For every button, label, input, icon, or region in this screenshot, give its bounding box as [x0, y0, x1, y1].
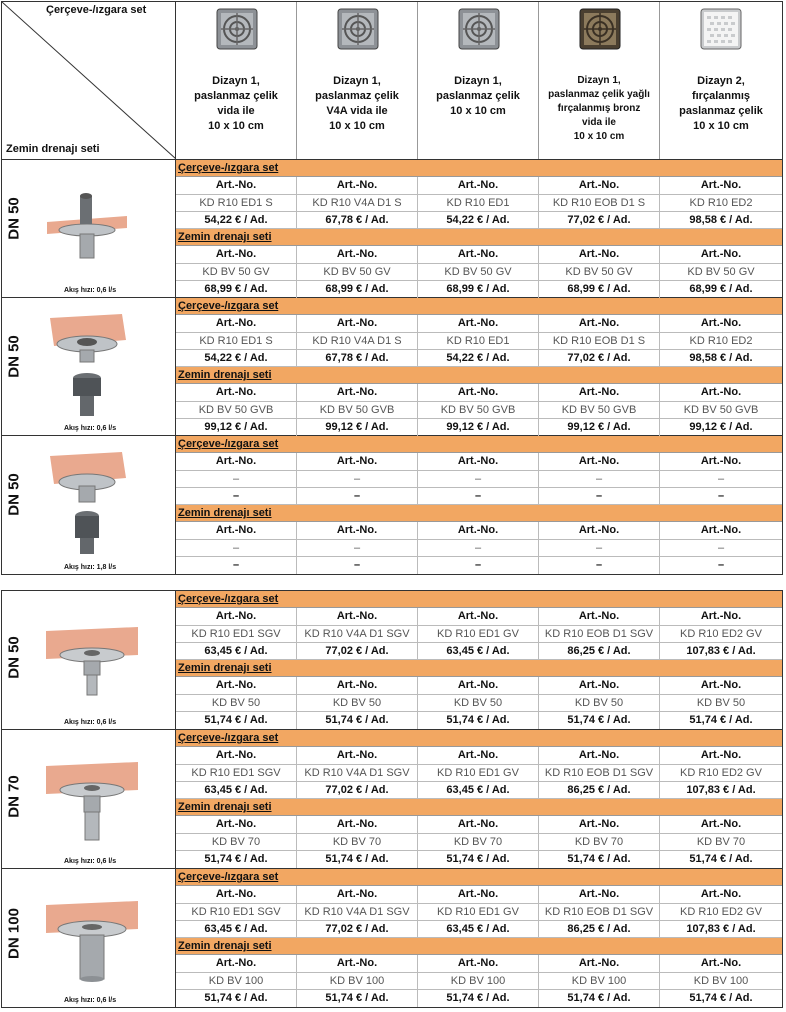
- drain-price-row: [176, 990, 782, 1007]
- price: 54,22 € / Ad.: [176, 350, 297, 366]
- artno-header-row: [176, 315, 782, 332]
- drain-band: Zemin drenajı seti: [176, 229, 782, 246]
- drain-code-row: [176, 264, 782, 281]
- artno-cell: Art.-No.: [297, 747, 418, 763]
- price: 51,74 € / Ad.: [176, 990, 297, 1007]
- price: 54,22 € / Ad.: [418, 350, 539, 366]
- steel-grate-icon: [458, 8, 500, 50]
- design-caption-5: Dizayn 2, fırçalanmış paslanmaz çelik 10 x 10 cm: [679, 75, 763, 132]
- article-code: –: [539, 471, 660, 487]
- price: 51,74 € / Ad.: [176, 712, 297, 729]
- artno-cell: Art.-No.: [297, 246, 418, 262]
- frame-code-row: [176, 333, 782, 350]
- price: 86,25 € / Ad.: [539, 782, 660, 798]
- artno-cell: Art.-No.: [418, 608, 539, 624]
- article-code: KD BV 50 GV: [687, 265, 755, 278]
- flow-rate-label: Akış hızı: 0,6 l/s: [64, 719, 117, 726]
- artno-cell: Art.-No.: [297, 177, 418, 193]
- price: 107,83 € / Ad.: [686, 783, 756, 796]
- artno-cell: Art.-No.: [176, 177, 297, 193]
- price: 51,74 € / Ad.: [689, 992, 753, 1005]
- section-left-cell: [2, 160, 176, 297]
- article-code: KD R10 ED1 SGV: [176, 626, 297, 642]
- artno-cell: Art.-No.: [176, 955, 297, 971]
- artno-cell: Art.-No.: [176, 522, 297, 538]
- artno-cell: Art.-No.: [418, 955, 539, 971]
- price-table-lower: [1, 590, 783, 1008]
- drain-product-image: [42, 190, 132, 270]
- article-code: KD BV 50: [176, 695, 297, 711]
- price: 99,12 € / Ad.: [418, 419, 539, 436]
- article-code: KD R10 ED2 GV: [680, 627, 762, 640]
- price: 77,02 € / Ad.: [539, 350, 660, 366]
- artno-cell: Art.-No.: [700, 248, 742, 261]
- price-table-upper: [1, 1, 783, 575]
- flow-rate-label: Akış hızı: 1,8 l/s: [64, 564, 117, 571]
- price: 51,74 € / Ad.: [539, 712, 660, 729]
- artno-cell: Art.-No.: [539, 315, 660, 331]
- artno-cell: Art.-No.: [418, 747, 539, 763]
- white-grate-icon: [700, 8, 742, 50]
- design-column-4: [539, 2, 660, 159]
- product-section-5: [2, 730, 782, 869]
- section-right: [176, 436, 782, 574]
- article-code: KD BV 100: [176, 973, 297, 989]
- article-code: KD BV 50 GVB: [683, 403, 759, 416]
- frame-band: Çerçeve-/ızgara set: [176, 160, 782, 177]
- product-section-6: [2, 869, 782, 1007]
- article-code: KD BV 50 GVB: [297, 402, 418, 418]
- article-code: KD BV 50 GVB: [418, 402, 539, 418]
- article-code: KD R10 ED2 GV: [680, 905, 762, 918]
- price: –: [539, 557, 660, 574]
- price: 51,74 € / Ad.: [689, 853, 753, 866]
- product-section-4: [2, 591, 782, 730]
- drain-band: Zemin drenajı seti: [176, 799, 782, 816]
- price: 63,45 € / Ad.: [418, 643, 539, 659]
- article-code: KD BV 50 GV: [176, 264, 297, 280]
- article-code: –: [418, 540, 539, 556]
- article-code: KD R10 ED1: [418, 333, 539, 349]
- price: 51,74 € / Ad.: [539, 851, 660, 868]
- artno-cell: Art.-No.: [539, 955, 660, 971]
- article-code: KD R10 EOB D1 SGV: [539, 904, 660, 920]
- article-code: KD BV 100: [693, 974, 749, 987]
- flow-rate-label: Akış hızı: 0,6 l/s: [64, 425, 117, 432]
- article-code: KD R10 V4A D1 S: [297, 333, 418, 349]
- artno-cell: Art.-No.: [539, 816, 660, 832]
- design-column-3: [418, 2, 539, 159]
- price: 99,12 € / Ad.: [297, 419, 418, 436]
- artno-cell: Art.-No.: [297, 955, 418, 971]
- drain-code-row: [176, 540, 782, 557]
- frame-code-row: [176, 904, 782, 921]
- section-right: [176, 160, 782, 297]
- artno-header-row: [176, 747, 782, 764]
- artno-header-row: [176, 955, 782, 972]
- section-left-cell: [2, 591, 176, 729]
- drain-band: Zemin drenajı seti: [176, 367, 782, 384]
- dn-size-label: DN 50: [5, 335, 23, 378]
- article-code: KD R10 V4A D1 SGV: [297, 626, 418, 642]
- artno-cell: Art.-No.: [418, 177, 539, 193]
- product-section-2: [2, 298, 782, 436]
- article-code: KD BV 70: [176, 834, 297, 850]
- article-code: KD R10 ED1: [418, 195, 539, 211]
- artno-header-row: [176, 522, 782, 539]
- frame-band: Çerçeve-/ızgara set: [176, 591, 782, 608]
- price: 63,45 € / Ad.: [418, 921, 539, 937]
- flow-rate-label: Akış hızı: 0,6 l/s: [64, 858, 117, 865]
- bronze-grate-icon: [579, 8, 621, 50]
- price: 51,74 € / Ad.: [297, 851, 418, 868]
- steel-grate-icon: [337, 8, 379, 50]
- artno-cell: Art.-No.: [297, 608, 418, 624]
- drain-code-row: [176, 695, 782, 712]
- frame-price-row: [176, 782, 782, 799]
- article-code: –: [297, 471, 418, 487]
- drain-price-row: [176, 557, 782, 574]
- design-caption-4: Dizayn 1, paslanmaz çelik yağlı fırçalanmış bronz vida ile 10 x 10 cm: [548, 75, 650, 142]
- article-code: KD R10 EOB D1 SGV: [539, 626, 660, 642]
- artno-cell: Art.-No.: [700, 679, 742, 692]
- frame-code-row: [176, 626, 782, 643]
- frame-price-row: [176, 643, 782, 660]
- artno-cell: Art.-No.: [297, 522, 418, 538]
- price: 51,74 € / Ad.: [297, 990, 418, 1007]
- price: 51,74 € / Ad.: [689, 714, 753, 727]
- price: 77,02 € / Ad.: [539, 212, 660, 228]
- price: 77,02 € / Ad.: [297, 643, 418, 659]
- price: 98,58 € / Ad.: [689, 213, 753, 226]
- artno-header-row: [176, 453, 782, 470]
- article-code: KD R10 V4A D1 SGV: [297, 765, 418, 781]
- artno-cell: Art.-No.: [297, 886, 418, 902]
- drain-product-image: [42, 450, 132, 560]
- artno-cell: Art.-No.: [176, 246, 297, 262]
- drain-code-row: [176, 402, 782, 419]
- frame-code-row: [176, 195, 782, 212]
- price: –: [176, 488, 297, 504]
- price: 68,99 € / Ad.: [418, 281, 539, 298]
- article-code: KD R10 ED1 SGV: [176, 765, 297, 781]
- artno-cell: Art.-No.: [176, 453, 297, 469]
- drain-price-row: [176, 419, 782, 436]
- drain-price-row: [176, 712, 782, 729]
- article-code: KD R10 ED1 S: [176, 333, 297, 349]
- article-code: KD BV 70: [696, 835, 746, 848]
- artno-cell: Art.-No.: [418, 384, 539, 400]
- artno-cell: Art.-No.: [700, 386, 742, 399]
- artno-cell: Art.-No.: [297, 816, 418, 832]
- drain-code-row: [176, 973, 782, 990]
- section-right: [176, 730, 782, 868]
- design-caption-2: Dizayn 1, paslanmaz çelik V4A vida ile 10 x 10 cm: [315, 75, 399, 132]
- dn-size-label: DN 50: [5, 473, 23, 516]
- frame-band: Çerçeve-/ızgara set: [176, 298, 782, 315]
- price: 51,74 € / Ad.: [539, 990, 660, 1007]
- drain-band: Zemin drenajı seti: [176, 660, 782, 677]
- drain-product-image: [42, 899, 142, 989]
- article-code: KD BV 50 GV: [297, 264, 418, 280]
- design-column-5: [660, 2, 782, 159]
- price: –: [418, 488, 539, 504]
- artno-cell: Art.-No.: [700, 749, 742, 762]
- price: 63,45 € / Ad.: [176, 782, 297, 798]
- article-code: KD BV 100: [539, 973, 660, 989]
- product-section-3: [2, 436, 782, 574]
- steel-grate-icon: [216, 8, 258, 50]
- article-code: KD R10 V4A D1 S: [297, 195, 418, 211]
- article-code: –: [539, 540, 660, 556]
- price: 107,83 € / Ad.: [686, 644, 756, 657]
- artno-header-row: [176, 177, 782, 194]
- section-left-cell: [2, 730, 176, 868]
- price: 98,58 € / Ad.: [689, 351, 753, 364]
- flow-rate-label: Akış hızı: 0,6 l/s: [64, 287, 117, 294]
- price: 51,74 € / Ad.: [418, 712, 539, 729]
- dn-size-label: DN 50: [5, 197, 23, 240]
- artno-cell: Art.-No.: [539, 177, 660, 193]
- price: 68,99 € / Ad.: [539, 281, 660, 298]
- artno-cell: Art.-No.: [700, 179, 742, 192]
- artno-cell: Art.-No.: [539, 677, 660, 693]
- design-caption-3: Dizayn 1, paslanmaz çelik 10 x 10 cm: [436, 75, 520, 117]
- artno-cell: Art.-No.: [176, 816, 297, 832]
- price: –: [297, 488, 418, 504]
- artno-cell: Art.-No.: [176, 886, 297, 902]
- artno-cell: Art.-No.: [418, 453, 539, 469]
- price: 99,12 € / Ad.: [176, 419, 297, 436]
- drain-band: Zemin drenajı seti: [176, 505, 782, 522]
- price: 68,99 € / Ad.: [689, 283, 753, 296]
- artno-cell: Art.-No.: [700, 610, 742, 623]
- artno-header-row: [176, 886, 782, 903]
- section-left-cell: [2, 436, 176, 574]
- price: 67,78 € / Ad.: [297, 350, 418, 366]
- artno-cell: Art.-No.: [539, 246, 660, 262]
- article-code: KD R10 ED1 SGV: [176, 904, 297, 920]
- price: 86,25 € / Ad.: [539, 921, 660, 937]
- article-code: KD BV 70: [297, 834, 418, 850]
- drain-product-image: [42, 312, 132, 422]
- price: 51,74 € / Ad.: [176, 851, 297, 868]
- price: 107,83 € / Ad.: [686, 922, 756, 935]
- price: –: [176, 557, 297, 574]
- header-drain-label: Zemin drenajı seti: [6, 143, 100, 155]
- price: –: [717, 489, 725, 502]
- price: 86,25 € / Ad.: [539, 643, 660, 659]
- corner-diagonal: [2, 2, 176, 159]
- article-code: KD R10 ED2: [689, 334, 753, 347]
- artno-cell: Art.-No.: [700, 524, 742, 537]
- section-left-cell: [2, 298, 176, 435]
- flow-rate-label: Akış hızı: 0,6 l/s: [64, 997, 117, 1004]
- article-code: –: [176, 471, 297, 487]
- dn-size-label: DN 100: [5, 908, 23, 959]
- article-code: KD BV 50 GV: [539, 264, 660, 280]
- price: 51,74 € / Ad.: [297, 712, 418, 729]
- design-caption-1: Dizayn 1, paslanmaz çelik vida ile 10 x 10 cm: [194, 75, 278, 132]
- article-code: KD BV 70: [418, 834, 539, 850]
- price: 99,12 € / Ad.: [689, 421, 753, 434]
- article-code: –: [418, 471, 539, 487]
- article-code: KD R10 EOB D1 S: [539, 195, 660, 211]
- price: 99,12 € / Ad.: [539, 419, 660, 436]
- article-code: –: [717, 472, 725, 485]
- artno-cell: Art.-No.: [418, 816, 539, 832]
- frame-band: Çerçeve-/ızgara set: [176, 869, 782, 886]
- frame-price-row: [176, 212, 782, 229]
- artno-cell: Art.-No.: [539, 453, 660, 469]
- drain-product-image: [42, 625, 142, 705]
- price: 77,02 € / Ad.: [297, 782, 418, 798]
- artno-cell: Art.-No.: [418, 246, 539, 262]
- header-frame-label: Çerçeve-/ızgara set: [46, 4, 147, 16]
- design-column-1: [176, 2, 297, 159]
- drain-code-row: [176, 834, 782, 851]
- article-code: –: [297, 540, 418, 556]
- artno-cell: Art.-No.: [418, 886, 539, 902]
- price: 77,02 € / Ad.: [297, 921, 418, 937]
- artno-header-row: [176, 608, 782, 625]
- artno-cell: Art.-No.: [700, 455, 742, 468]
- drain-band: Zemin drenajı seti: [176, 938, 782, 955]
- frame-price-row: [176, 488, 782, 505]
- article-code: KD BV 100: [297, 973, 418, 989]
- article-code: KD BV 100: [418, 973, 539, 989]
- section-right: [176, 591, 782, 729]
- drain-price-row: [176, 281, 782, 298]
- artno-cell: Art.-No.: [176, 747, 297, 763]
- article-code: KD R10 ED2: [689, 196, 753, 209]
- article-code: KD BV 50: [418, 695, 539, 711]
- article-code: KD BV 50: [297, 695, 418, 711]
- price: 63,45 € / Ad.: [418, 782, 539, 798]
- price: –: [539, 488, 660, 504]
- frame-code-row: [176, 765, 782, 782]
- article-code: –: [176, 540, 297, 556]
- artno-cell: Art.-No.: [297, 315, 418, 331]
- price: 67,78 € / Ad.: [297, 212, 418, 228]
- artno-cell: Art.-No.: [297, 384, 418, 400]
- artno-cell: Art.-No.: [539, 747, 660, 763]
- price: 54,22 € / Ad.: [176, 212, 297, 228]
- header-corner-cell: [2, 2, 176, 159]
- artno-header-row: [176, 677, 782, 694]
- price: 63,45 € / Ad.: [176, 643, 297, 659]
- article-code: KD BV 50 GVB: [539, 402, 660, 418]
- artno-cell: Art.-No.: [700, 317, 742, 330]
- frame-code-row: [176, 471, 782, 488]
- artno-cell: Art.-No.: [176, 315, 297, 331]
- price: 63,45 € / Ad.: [176, 921, 297, 937]
- dn-size-label: DN 50: [5, 636, 23, 679]
- artno-cell: Art.-No.: [418, 315, 539, 331]
- price: –: [717, 559, 725, 572]
- section-right: [176, 298, 782, 435]
- section-left-cell: [2, 869, 176, 1007]
- article-code: KD R10 V4A D1 SGV: [297, 904, 418, 920]
- article-code: KD R10 ED1 GV: [418, 904, 539, 920]
- artno-cell: Art.-No.: [700, 818, 742, 831]
- article-code: KD R10 ED1 GV: [418, 765, 539, 781]
- frame-band: Çerçeve-/ızgara set: [176, 436, 782, 453]
- artno-cell: Art.-No.: [176, 677, 297, 693]
- article-code: KD BV 50: [539, 695, 660, 711]
- article-code: KD R10 ED1 S: [176, 195, 297, 211]
- frame-price-row: [176, 921, 782, 938]
- frame-price-row: [176, 350, 782, 367]
- price: 51,74 € / Ad.: [418, 851, 539, 868]
- article-code: KD BV 50: [696, 696, 746, 709]
- article-code: KD R10 ED1 GV: [418, 626, 539, 642]
- price: 68,99 € / Ad.: [297, 281, 418, 298]
- artno-header-row: [176, 816, 782, 833]
- price: –: [297, 557, 418, 574]
- article-code: KD R10 EOB D1 S: [539, 333, 660, 349]
- artno-cell: Art.-No.: [297, 677, 418, 693]
- article-code: –: [717, 541, 725, 554]
- artno-cell: Art.-No.: [539, 522, 660, 538]
- article-code: KD R10 ED2 GV: [680, 766, 762, 779]
- artno-cell: Art.-No.: [700, 888, 742, 901]
- article-code: KD BV 50 GVB: [176, 402, 297, 418]
- design-column-2: [297, 2, 418, 159]
- dn-size-label: DN 70: [5, 775, 23, 818]
- section-right: [176, 869, 782, 1007]
- artno-cell: Art.-No.: [700, 957, 742, 970]
- drain-product-image: [42, 760, 142, 850]
- frame-band: Çerçeve-/ızgara set: [176, 730, 782, 747]
- price: 68,99 € / Ad.: [176, 281, 297, 298]
- article-code: KD BV 70: [539, 834, 660, 850]
- artno-cell: Art.-No.: [539, 886, 660, 902]
- product-section-1: [2, 160, 782, 298]
- price: 51,74 € / Ad.: [418, 990, 539, 1007]
- article-code: KD R10 EOB D1 SGV: [539, 765, 660, 781]
- price: –: [418, 557, 539, 574]
- artno-cell: Art.-No.: [539, 608, 660, 624]
- artno-cell: Art.-No.: [176, 384, 297, 400]
- artno-cell: Art.-No.: [297, 453, 418, 469]
- table-header: [2, 2, 782, 160]
- artno-cell: Art.-No.: [418, 677, 539, 693]
- artno-cell: Art.-No.: [539, 384, 660, 400]
- artno-header-row: [176, 246, 782, 263]
- artno-cell: Art.-No.: [418, 522, 539, 538]
- article-code: KD BV 50 GV: [418, 264, 539, 280]
- artno-header-row: [176, 384, 782, 401]
- price: 54,22 € / Ad.: [418, 212, 539, 228]
- drain-price-row: [176, 851, 782, 868]
- artno-cell: Art.-No.: [176, 608, 297, 624]
